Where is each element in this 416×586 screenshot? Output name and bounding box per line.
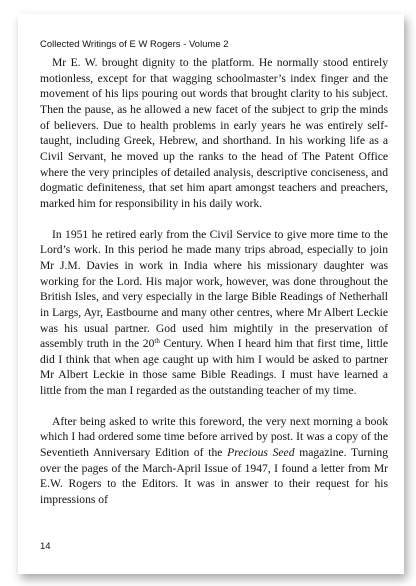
page-number: 14	[40, 541, 51, 552]
paragraph-3-text-a: After being asked to write this foreword, the very next morning a book which I had ordered some time before arrived by post. It was a copy of the Seventieth Anniversary Edition of the	[40, 414, 388, 460]
ordinal-superscript: th	[154, 337, 160, 346]
paragraph-2-text-b: Century. When I heard him that first time, little did I think that when age caught up with him I would be asked to partner Mr Albert Leckie in those same Bible Readings. I must have learned a little from the man I regarded as the outstanding teacher of my time.	[40, 337, 388, 398]
body-text	[40, 55, 388, 508]
paragraph-2-text-a: In 1951 he retired early from the Civil Service to give more time to the Lord’s work. In this period he made many trips abroad, especially to join Mr J.M. Davies in work in India where his missionary daughter was working for the Lord. His major work, however, was done throughout the British Isles, and very especially in the large Bible Readings of Netherhall in Largs, Ayr, Eastbourne and many other centres, where Mr Albert Leckie was his usual partner. God used him mightily in the preservation of assembly truth in the 20	[40, 227, 388, 351]
paragraph-1: Mr E. W. brought dignity to the platform. He normally stood entirely motionless, except for that wagging schoolmaster’s index finger and the movement of his lips pouring out words that brought clarity to his subject. Then the pause, as he allowed a new facet of the subject to grip the minds of believers. Due to health problems in early years he was entirely self-taught, including Greek, Hebrew, and shorthand. In his working life as a Civil Servant, he moved up the ranks to the head of The Patent Office where the very principles of detailed analysis, descriptive conciseness, and dogmatic definiteness, that set him apart amongst teachers and preachers, marked him for responsibility in his daily work.	[40, 56, 388, 210]
magazine-title: Precious Seed	[227, 446, 295, 460]
paragraph-3-text-b: magazine. Turning over the pages of the March-April Issue of 1947, I found a letter from Mr E.W. Rogers to the Editors. It was in answer to their request for his impressions of	[40, 446, 388, 507]
running-head: Collected Writings of E W Rogers - Volume 2	[40, 38, 229, 49]
paragraph-2	[40, 227, 388, 399]
paragraph-3	[40, 414, 388, 508]
